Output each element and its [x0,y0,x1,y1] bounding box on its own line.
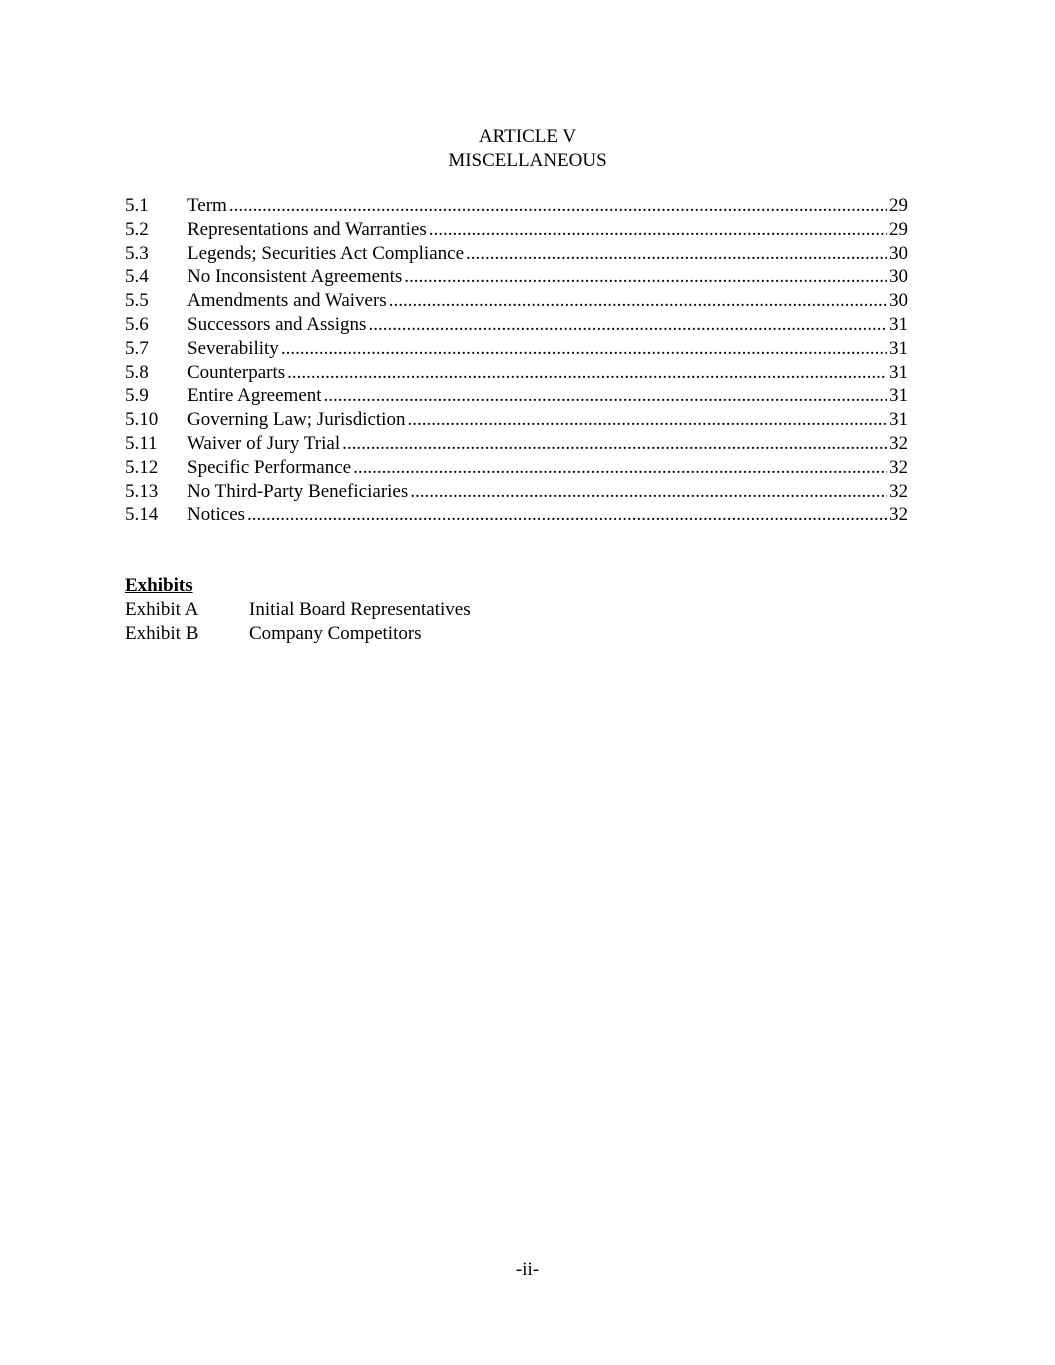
toc-entry-page: 29 [889,195,908,216]
toc-dot-leader [404,265,887,289]
toc-dot-leader [410,480,887,504]
toc-entry-page: 31 [889,409,908,431]
toc-entry-title: Amendments and Waivers [187,290,387,312]
toc-entry-number: 5.2 [125,218,149,240]
toc-entry-number: 5.5 [125,290,149,312]
toc-entry-page: 29 [889,218,908,240]
exhibit-title: Initial Board Representatives [249,599,471,620]
exhibit-title: Company Competitors [249,623,422,644]
exhibit-label: Exhibit B [125,623,199,644]
toc-entry-title: No Inconsistent Agreements [187,266,403,288]
toc-entry-page: 32 [889,432,908,454]
toc-entry [125,384,908,408]
toc-entry-number: 5.14 [125,504,159,526]
toc-entry-title: Waiver of Jury Trial [187,432,341,454]
toc-entry-title: Term [187,195,227,216]
toc-entry-page: 32 [889,504,908,526]
toc-dot-leader [281,337,887,361]
toc-entry [125,289,908,313]
toc-entry [125,313,908,337]
toc-entry-title: Legends; Securities Act Compliance [187,242,465,264]
article-number: ARTICLE V [478,126,577,147]
toc-entry [125,456,908,480]
toc-entry-number: 5.6 [125,313,149,335]
toc-entry-title: Representations and Warranties [187,218,427,240]
toc-entry-page: 31 [889,313,908,335]
toc-dot-leader [368,313,887,337]
toc-entry-number: 5.4 [125,266,149,288]
toc-entry-number: 5.3 [125,242,149,264]
table-of-contents [125,194,908,527]
toc-entry [125,432,908,456]
toc-entry-page: 32 [889,456,908,478]
toc-entry-title: No Third-Party Beneficiaries [187,480,409,502]
toc-entry [125,194,908,218]
toc-entry [125,337,908,361]
exhibit-entry [125,598,725,622]
toc-entry [125,265,908,289]
toc-entry-number: 5.1 [125,195,149,216]
toc-dot-leader [407,408,887,432]
toc-entry-page: 32 [889,480,908,502]
toc-dot-leader [342,432,887,456]
toc-dot-leader [287,361,887,385]
toc-entry-number: 5.8 [125,361,149,383]
exhibits-section [125,574,725,646]
toc-entry-title: Governing Law; Jurisdiction [187,409,406,431]
toc-entry [125,218,908,242]
toc-entry-number: 5.9 [125,385,149,407]
toc-entry-page: 31 [889,385,908,407]
toc-dot-leader [247,503,887,527]
article-title: MISCELLANEOUS [448,150,607,171]
toc-entry-title: Counterparts [187,361,286,383]
exhibit-label: Exhibit A [125,599,199,620]
exhibit-entry [125,622,725,646]
page-number: -ii- [515,1259,540,1280]
toc-dot-leader [429,218,887,242]
toc-entry [125,361,908,385]
toc-entry-number: 5.7 [125,337,149,359]
toc-entry-title: Severability [187,337,279,359]
toc-entry [125,503,908,527]
toc-dot-leader [389,289,887,313]
toc-entry-page: 30 [889,242,908,264]
toc-entry-page: 31 [889,337,908,359]
toc-entry-number: 5.12 [125,456,159,478]
toc-entry-number: 5.13 [125,480,159,502]
toc-dot-leader [229,194,887,218]
toc-entry-page: 30 [889,266,908,288]
toc-entry-number: 5.10 [125,409,159,431]
toc-entry-page: 31 [889,361,908,383]
toc-entry-title: Successors and Assigns [187,313,367,335]
toc-entry-title: Notices [187,504,246,526]
exhibits-heading: Exhibits [125,575,193,596]
toc-dot-leader [324,384,887,408]
toc-entry [125,242,908,266]
toc-entry-page: 30 [889,290,908,312]
toc-entry [125,480,908,504]
toc-entry-title: Entire Agreement [187,385,322,407]
toc-entry-title: Specific Performance [187,456,352,478]
toc-dot-leader [466,242,887,266]
toc-dot-leader [353,456,887,480]
toc-entry-number: 5.11 [125,432,158,454]
toc-entry [125,408,908,432]
